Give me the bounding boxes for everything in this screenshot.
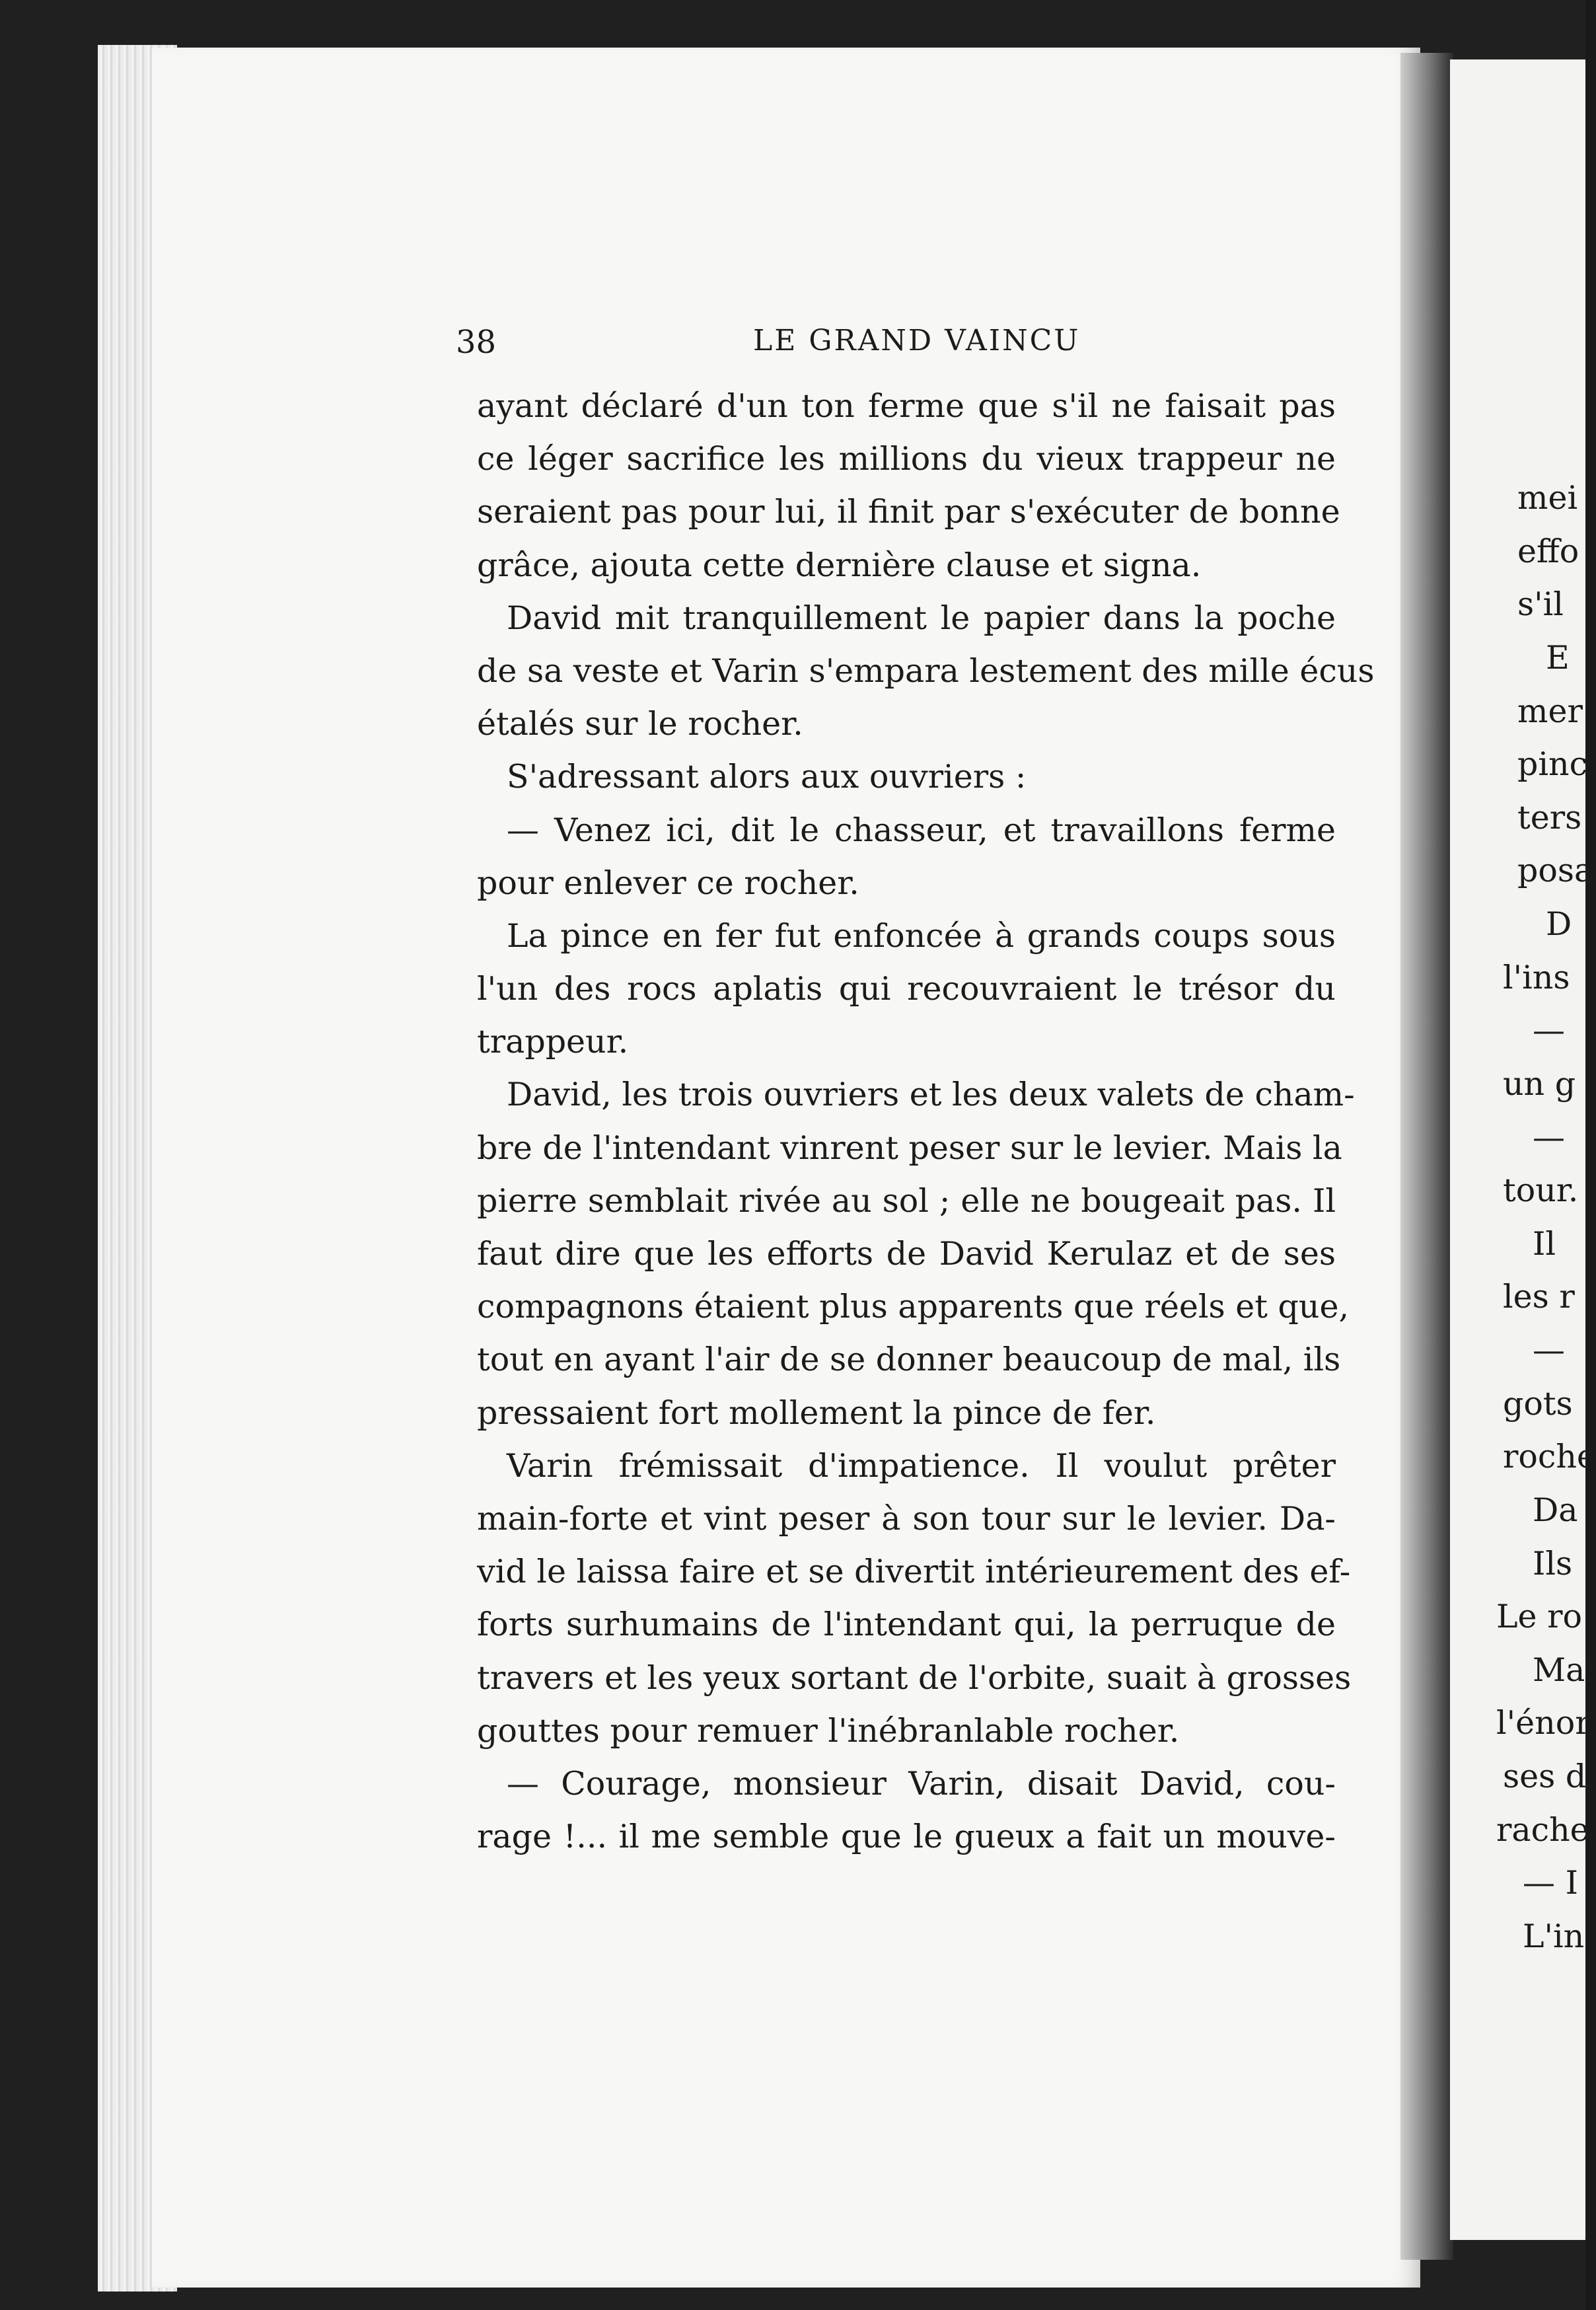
facing-fragment: E (1546, 639, 1570, 677)
text-line: pierre semblait rivée au sol ; elle ne bougeait pas. Il (477, 1181, 1336, 1220)
facing-fragment: ses d (1503, 1758, 1587, 1795)
facing-fragment: ters (1517, 799, 1582, 837)
text-line: l'un des rocs aplatis qui recouvraient le trésor du (477, 970, 1336, 1008)
facing-fragment: Il (1533, 1225, 1556, 1263)
facing-fragment: les r (1503, 1278, 1575, 1316)
book-gutter (1400, 53, 1453, 2260)
facing-fragment: roche (1503, 1438, 1596, 1475)
facing-fragment: Le ro (1496, 1598, 1583, 1635)
text-line: David, les trois ouvriers et les deux valets de cham- (507, 1076, 1355, 1114)
facing-fragment: pinc (1517, 745, 1588, 783)
facing-fragment: — (1533, 1012, 1565, 1049)
facing-fragment: effo (1517, 533, 1579, 570)
page-number: 38 (456, 324, 497, 361)
facing-fragment: L'in (1523, 1918, 1585, 1955)
facing-fragment: Da (1533, 1491, 1578, 1529)
facing-fragment: Mai (1533, 1651, 1596, 1689)
text-line: — Courage, monsieur Varin, disait David, cou- (507, 1764, 1336, 1803)
text-line: étalés sur le rocher. (477, 705, 803, 743)
text-line: pour enlever ce rocher. (477, 864, 859, 902)
text-line: vid le laissa faire et se divertit intérieurement des ef- (477, 1553, 1351, 1591)
facing-fragment: — (1533, 1331, 1565, 1369)
facing-fragment: posa (1517, 852, 1594, 889)
facing-fragment: D (1546, 905, 1572, 943)
text-line: compagnons étaient plus apparents que réels et que, (477, 1288, 1350, 1326)
text-line: pressaient fort mollement la pince de fer. (477, 1394, 1156, 1432)
text-line: faut dire que les efforts de David Kerulaz et de ses (477, 1235, 1336, 1273)
facing-fragment: Ils (1533, 1545, 1573, 1583)
text-line: bre de l'intendant vinrent peser sur le levier. Mais la (477, 1129, 1342, 1167)
facing-fragment: mei (1517, 479, 1578, 517)
text-line: gouttes pour remuer l'inébranlable rocher. (477, 1711, 1180, 1750)
text-line: main-forte et vint peser à son tour sur le levier. Da- (477, 1499, 1336, 1538)
running-title: LE GRAND VAINCU (753, 324, 1081, 357)
text-line: Varin frémissait d'impatience. Il voulut prêter (507, 1446, 1336, 1485)
text-line: grâce, ajouta cette dernière clause et signa. (477, 546, 1202, 584)
text-line: de sa veste et Varin s'empara lestement des mille écus (477, 652, 1375, 690)
text-line: forts surhumains de l'intendant qui, la perruque de (477, 1606, 1336, 1644)
facing-fragment: l'ins (1503, 959, 1570, 996)
text-line: tout en ayant l'air de se donner beaucoup de mal, ils (477, 1341, 1341, 1379)
text-line: David mit tranquillement le papier dans la poche (507, 599, 1336, 637)
facing-fragment: — (1533, 1119, 1565, 1156)
text-line: La pince en fer fut enfoncée à grands coups sous (507, 916, 1336, 955)
text-line: ayant déclaré d'un ton ferme que s'il ne faisait pas (477, 387, 1336, 425)
facing-fragment: l'énor (1496, 1704, 1591, 1742)
facing-fragment: s'il (1517, 585, 1564, 623)
text-line: S'adressant alors aux ouvriers : (507, 758, 1027, 796)
facing-fragment: un g (1503, 1065, 1576, 1103)
facing-fragment: gots (1503, 1385, 1573, 1423)
facing-fragment: — I (1523, 1864, 1578, 1902)
page-header (456, 324, 1334, 370)
body-text (477, 380, 1375, 1863)
text-line: travers et les yeux sortant de l'orbite, suait à grosses (477, 1658, 1352, 1697)
facing-page (1450, 59, 1596, 2240)
text-line: ce léger sacrifice les millions du vieux trappeur ne (477, 440, 1336, 478)
text-line: seraient pas pour lui, il finit par s'exécuter de bonne (477, 493, 1340, 531)
facing-fragment: rache (1496, 1811, 1589, 1849)
facing-fragment: tour. (1503, 1172, 1579, 1209)
text-line: rage !... il me semble que le gueux a fait un mouve- (477, 1818, 1336, 1856)
text-line: trappeur. (477, 1023, 629, 1061)
text-line: — Venez ici, dit le chasseur, et travaillons ferme (507, 811, 1336, 849)
facing-fragment: mer (1517, 692, 1583, 730)
